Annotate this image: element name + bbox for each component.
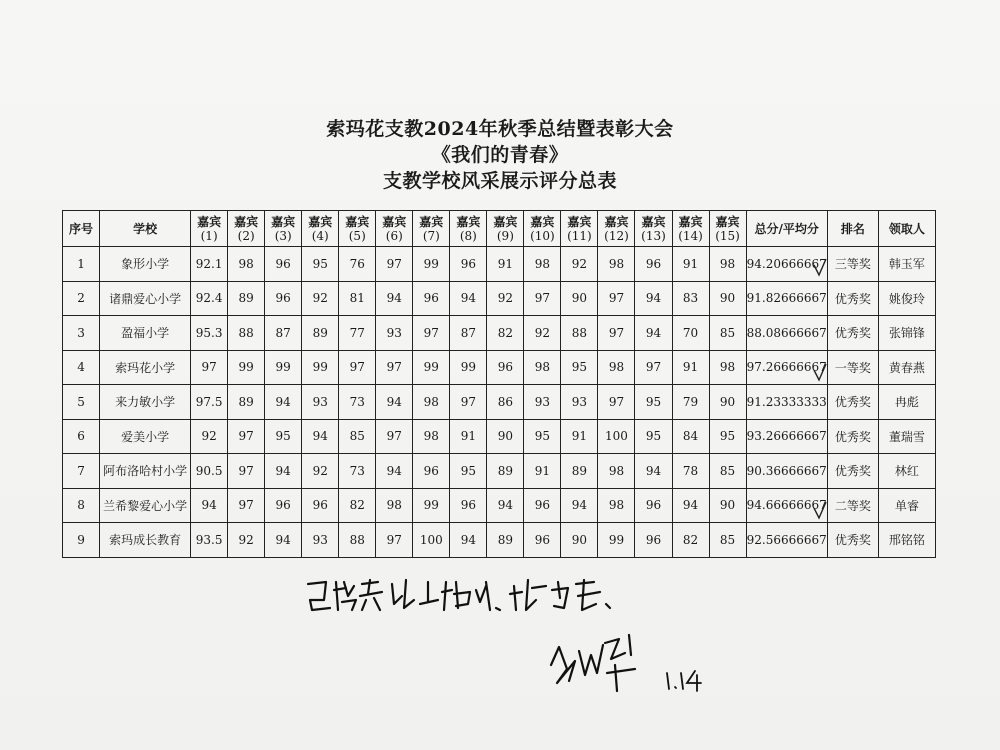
row-score-guest-14: 82 <box>672 523 709 558</box>
row-score-guest-9: 86 <box>487 385 524 420</box>
row-score-guest-5: 81 <box>339 281 376 316</box>
row-score-guest-3: 95 <box>265 419 302 454</box>
row-score-guest-2: 97 <box>228 454 265 489</box>
row-score-guest-11: 90 <box>561 281 598 316</box>
row-total: 93.26666667 <box>746 419 827 454</box>
row-score-guest-3: 99 <box>265 350 302 385</box>
header-guest-8 <box>450 211 487 247</box>
row-score-guest-13: 95 <box>635 385 672 420</box>
row-index: 9 <box>63 523 100 558</box>
header-guest-label: 嘉宾 <box>530 214 555 229</box>
row-score-guest-10: 95 <box>524 419 561 454</box>
row-recipient: 张锦锋 <box>878 316 935 351</box>
row-school: 索玛花小学 <box>100 350 191 385</box>
row-total: 94.66666667 <box>746 488 827 523</box>
row-score-guest-13: 94 <box>635 316 672 351</box>
row-score-guest-13: 96 <box>635 523 672 558</box>
row-score-guest-3: 94 <box>265 385 302 420</box>
row-score-guest-2: 97 <box>228 419 265 454</box>
event-title: 索玛花支教2024年秋季总结暨表彰大会 <box>326 118 674 140</box>
row-score-guest-6: 94 <box>376 454 413 489</box>
table-row <box>63 523 936 558</box>
header-guest-label: 嘉宾 <box>382 214 407 229</box>
row-score-guest-10: 96 <box>524 488 561 523</box>
header-school: 学校 <box>100 211 191 247</box>
row-score-guest-11: 92 <box>561 247 598 282</box>
row-score-guest-13: 96 <box>635 488 672 523</box>
row-score-guest-8: 97 <box>450 385 487 420</box>
row-score-guest-5: 97 <box>339 350 376 385</box>
row-score-guest-4: 96 <box>302 488 339 523</box>
row-score-guest-4: 93 <box>302 385 339 420</box>
row-score-guest-12: 99 <box>598 523 635 558</box>
row-score-guest-5: 77 <box>339 316 376 351</box>
row-score-guest-5: 73 <box>339 454 376 489</box>
table-row <box>63 385 936 420</box>
row-score-guest-1: 97 <box>191 350 228 385</box>
row-score-guest-6: 94 <box>376 385 413 420</box>
row-score-guest-7: 96 <box>413 281 450 316</box>
row-score-guest-2: 88 <box>228 316 265 351</box>
row-score-guest-6: 97 <box>376 523 413 558</box>
header-guest-label: 嘉宾 <box>308 214 333 229</box>
row-score-guest-9: 89 <box>487 454 524 489</box>
row-score-guest-1: 92.4 <box>191 281 228 316</box>
row-rank: 优秀奖 <box>827 385 878 420</box>
header-guest-number: (15) <box>715 228 740 243</box>
header-guest-number: (11) <box>567 228 592 243</box>
header-total: 总分/平均分 <box>746 211 827 247</box>
row-score-guest-4: 92 <box>302 281 339 316</box>
row-score-guest-1: 92.1 <box>191 247 228 282</box>
header-guest-number: (5) <box>348 228 366 243</box>
header-guest-number: (1) <box>200 228 218 243</box>
theme-title: 《我们的青春》 <box>431 144 569 166</box>
table-body <box>63 247 936 558</box>
row-score-guest-9: 94 <box>487 488 524 523</box>
row-score-guest-12: 98 <box>598 350 635 385</box>
table-header-row <box>63 211 936 247</box>
row-recipient: 邢铭铭 <box>878 523 935 558</box>
row-score-guest-8: 96 <box>450 247 487 282</box>
row-recipient: 姚俊玲 <box>878 281 935 316</box>
row-score-guest-4: 94 <box>302 419 339 454</box>
table-row <box>63 281 936 316</box>
header-guest-14 <box>672 211 709 247</box>
row-total: 91.23333333 <box>746 385 827 420</box>
row-score-guest-15: 98 <box>709 247 746 282</box>
row-score-guest-14: 83 <box>672 281 709 316</box>
row-score-guest-6: 97 <box>376 350 413 385</box>
row-score-guest-15: 85 <box>709 454 746 489</box>
row-school: 阿布洛哈村小学 <box>100 454 191 489</box>
table-row <box>63 454 936 489</box>
row-score-guest-3: 96 <box>265 247 302 282</box>
row-rank: 优秀奖 <box>827 419 878 454</box>
document-title-block <box>0 116 1000 194</box>
row-score-guest-1: 90.5 <box>191 454 228 489</box>
row-recipient: 冉彪 <box>878 385 935 420</box>
row-recipient: 单睿 <box>878 488 935 523</box>
row-score-guest-13: 95 <box>635 419 672 454</box>
row-score-guest-12: 97 <box>598 281 635 316</box>
row-score-guest-8: 95 <box>450 454 487 489</box>
row-total: 92.56666667 <box>746 523 827 558</box>
header-guest-3 <box>265 211 302 247</box>
row-total: 91.82666667 <box>746 281 827 316</box>
header-guest-label: 嘉宾 <box>419 214 444 229</box>
header-guest-9 <box>487 211 524 247</box>
score-summary-table <box>62 210 936 558</box>
row-score-guest-7: 99 <box>413 350 450 385</box>
row-score-guest-2: 97 <box>228 488 265 523</box>
row-score-guest-7: 98 <box>413 385 450 420</box>
row-score-guest-5: 88 <box>339 523 376 558</box>
row-rank: 一等奖 <box>827 350 878 385</box>
table-row <box>63 247 936 282</box>
header-index: 序号 <box>63 211 100 247</box>
row-score-guest-9: 91 <box>487 247 524 282</box>
header-guest-6 <box>376 211 413 247</box>
header-guest-2 <box>228 211 265 247</box>
row-score-guest-14: 84 <box>672 419 709 454</box>
header-guest-label: 嘉宾 <box>604 214 629 229</box>
header-guest-number: (3) <box>274 228 292 243</box>
row-score-guest-5: 76 <box>339 247 376 282</box>
row-score-guest-4: 92 <box>302 454 339 489</box>
row-index: 5 <box>63 385 100 420</box>
header-guest-12 <box>598 211 635 247</box>
row-score-guest-14: 91 <box>672 247 709 282</box>
row-score-guest-8: 91 <box>450 419 487 454</box>
row-school: 诸鼎爱心小学 <box>100 281 191 316</box>
row-school: 索玛成长教育 <box>100 523 191 558</box>
header-guest-5 <box>339 211 376 247</box>
row-rank: 三等奖 <box>827 247 878 282</box>
row-score-guest-1: 97.5 <box>191 385 228 420</box>
row-score-guest-6: 93 <box>376 316 413 351</box>
row-index: 8 <box>63 488 100 523</box>
row-score-guest-10: 98 <box>524 350 561 385</box>
header-guest-label: 嘉宾 <box>234 214 259 229</box>
row-score-guest-14: 94 <box>672 488 709 523</box>
header-guest-label: 嘉宾 <box>456 214 481 229</box>
header-guest-7 <box>413 211 450 247</box>
row-score-guest-10: 97 <box>524 281 561 316</box>
header-guest-label: 嘉宾 <box>715 214 740 229</box>
row-index: 6 <box>63 419 100 454</box>
row-score-guest-14: 78 <box>672 454 709 489</box>
row-score-guest-3: 87 <box>265 316 302 351</box>
row-score-guest-4: 93 <box>302 523 339 558</box>
row-score-guest-12: 97 <box>598 385 635 420</box>
header-guest-number: (4) <box>311 228 329 243</box>
row-total: 90.36666667 <box>746 454 827 489</box>
header-guest-number: (9) <box>496 228 514 243</box>
row-index: 4 <box>63 350 100 385</box>
row-index: 1 <box>63 247 100 282</box>
row-score-guest-9: 82 <box>487 316 524 351</box>
row-score-guest-4: 99 <box>302 350 339 385</box>
row-school: 象形小学 <box>100 247 191 282</box>
row-score-guest-14: 79 <box>672 385 709 420</box>
header-guest-4 <box>302 211 339 247</box>
header-guest-number: (13) <box>641 228 666 243</box>
handwritten-signature <box>545 625 705 695</box>
row-score-guest-13: 94 <box>635 454 672 489</box>
row-score-guest-11: 93 <box>561 385 598 420</box>
row-score-guest-1: 94 <box>191 488 228 523</box>
row-score-guest-7: 100 <box>413 523 450 558</box>
header-guest-15 <box>709 211 746 247</box>
table-row <box>63 419 936 454</box>
header-guest-label: 嘉宾 <box>567 214 592 229</box>
header-recipient: 领取人 <box>878 211 935 247</box>
row-score-guest-3: 94 <box>265 454 302 489</box>
row-score-guest-2: 92 <box>228 523 265 558</box>
row-score-guest-11: 89 <box>561 454 598 489</box>
row-score-guest-14: 70 <box>672 316 709 351</box>
row-score-guest-9: 92 <box>487 281 524 316</box>
row-score-guest-1: 95.3 <box>191 316 228 351</box>
row-score-guest-1: 92 <box>191 419 228 454</box>
header-guest-number: (7) <box>422 228 440 243</box>
row-score-guest-6: 97 <box>376 247 413 282</box>
row-score-guest-3: 94 <box>265 523 302 558</box>
header-rank: 排名 <box>827 211 878 247</box>
row-rank: 二等奖 <box>827 488 878 523</box>
row-score-guest-4: 89 <box>302 316 339 351</box>
row-score-guest-5: 82 <box>339 488 376 523</box>
row-score-guest-6: 97 <box>376 419 413 454</box>
row-index: 7 <box>63 454 100 489</box>
header-guest-label: 嘉宾 <box>641 214 666 229</box>
row-rank: 优秀奖 <box>827 523 878 558</box>
row-score-guest-13: 96 <box>635 247 672 282</box>
header-guest-number: (14) <box>678 228 703 243</box>
row-score-guest-15: 90 <box>709 385 746 420</box>
row-rank: 优秀奖 <box>827 316 878 351</box>
row-recipient: 韩玉军 <box>878 247 935 282</box>
row-school: 盈福小学 <box>100 316 191 351</box>
row-score-guest-13: 94 <box>635 281 672 316</box>
header-guest-number: (2) <box>237 228 255 243</box>
row-score-guest-7: 98 <box>413 419 450 454</box>
header-guest-label: 嘉宾 <box>493 214 518 229</box>
header-guest-label: 嘉宾 <box>197 214 222 229</box>
row-index: 3 <box>63 316 100 351</box>
row-score-guest-14: 91 <box>672 350 709 385</box>
row-rank: 优秀奖 <box>827 281 878 316</box>
row-score-guest-12: 97 <box>598 316 635 351</box>
row-score-guest-2: 89 <box>228 385 265 420</box>
header-guest-11 <box>561 211 598 247</box>
table-row <box>63 488 936 523</box>
row-score-guest-11: 95 <box>561 350 598 385</box>
row-score-guest-7: 96 <box>413 454 450 489</box>
row-score-guest-10: 96 <box>524 523 561 558</box>
row-score-guest-10: 91 <box>524 454 561 489</box>
row-score-guest-6: 98 <box>376 488 413 523</box>
row-score-guest-15: 85 <box>709 523 746 558</box>
table-title: 支教学校风采展示评分总表 <box>382 170 617 192</box>
table-row <box>63 316 936 351</box>
header-guest-10 <box>524 211 561 247</box>
row-score-guest-15: 90 <box>709 281 746 316</box>
row-total: 88.08666667 <box>746 316 827 351</box>
header-guest-number: (8) <box>459 228 477 243</box>
header-guest-number: (12) <box>604 228 629 243</box>
header-guest-number: (10) <box>530 228 555 243</box>
table-row <box>63 350 936 385</box>
row-score-guest-5: 73 <box>339 385 376 420</box>
row-score-guest-12: 98 <box>598 488 635 523</box>
handwritten-verification-note <box>300 570 640 620</box>
row-score-guest-11: 90 <box>561 523 598 558</box>
row-school: 爱美小学 <box>100 419 191 454</box>
row-score-guest-2: 99 <box>228 350 265 385</box>
row-score-guest-5: 85 <box>339 419 376 454</box>
row-score-guest-8: 94 <box>450 281 487 316</box>
row-school: 来力敏小学 <box>100 385 191 420</box>
row-score-guest-7: 97 <box>413 316 450 351</box>
row-total: 94.20666667 <box>746 247 827 282</box>
row-score-guest-11: 88 <box>561 316 598 351</box>
row-score-guest-7: 99 <box>413 488 450 523</box>
row-recipient: 董瑞雪 <box>878 419 935 454</box>
header-guest-label: 嘉宾 <box>678 214 703 229</box>
row-score-guest-8: 87 <box>450 316 487 351</box>
row-score-guest-9: 89 <box>487 523 524 558</box>
row-score-guest-12: 98 <box>598 247 635 282</box>
header-guest-number: (6) <box>385 228 403 243</box>
row-score-guest-8: 99 <box>450 350 487 385</box>
row-score-guest-1: 93.5 <box>191 523 228 558</box>
header-guest-13 <box>635 211 672 247</box>
row-total: 97.26666667 <box>746 350 827 385</box>
row-score-guest-15: 98 <box>709 350 746 385</box>
row-score-guest-8: 94 <box>450 523 487 558</box>
header-guest-1 <box>191 211 228 247</box>
header-guest-label: 嘉宾 <box>345 214 370 229</box>
row-score-guest-6: 94 <box>376 281 413 316</box>
row-score-guest-2: 89 <box>228 281 265 316</box>
row-rank: 优秀奖 <box>827 454 878 489</box>
row-score-guest-11: 91 <box>561 419 598 454</box>
row-score-guest-4: 95 <box>302 247 339 282</box>
row-score-guest-12: 100 <box>598 419 635 454</box>
row-school: 兰希黎爱心小学 <box>100 488 191 523</box>
row-score-guest-9: 90 <box>487 419 524 454</box>
row-score-guest-3: 96 <box>265 281 302 316</box>
row-score-guest-15: 95 <box>709 419 746 454</box>
row-score-guest-2: 98 <box>228 247 265 282</box>
row-recipient: 黄春燕 <box>878 350 935 385</box>
row-score-guest-10: 92 <box>524 316 561 351</box>
row-score-guest-8: 96 <box>450 488 487 523</box>
row-score-guest-7: 99 <box>413 247 450 282</box>
row-score-guest-12: 98 <box>598 454 635 489</box>
row-score-guest-10: 93 <box>524 385 561 420</box>
row-score-guest-11: 94 <box>561 488 598 523</box>
row-score-guest-3: 96 <box>265 488 302 523</box>
row-recipient: 林红 <box>878 454 935 489</box>
row-score-guest-9: 96 <box>487 350 524 385</box>
row-score-guest-15: 90 <box>709 488 746 523</box>
row-score-guest-10: 98 <box>524 247 561 282</box>
row-score-guest-15: 85 <box>709 316 746 351</box>
row-score-guest-13: 97 <box>635 350 672 385</box>
header-guest-label: 嘉宾 <box>271 214 296 229</box>
row-index: 2 <box>63 281 100 316</box>
